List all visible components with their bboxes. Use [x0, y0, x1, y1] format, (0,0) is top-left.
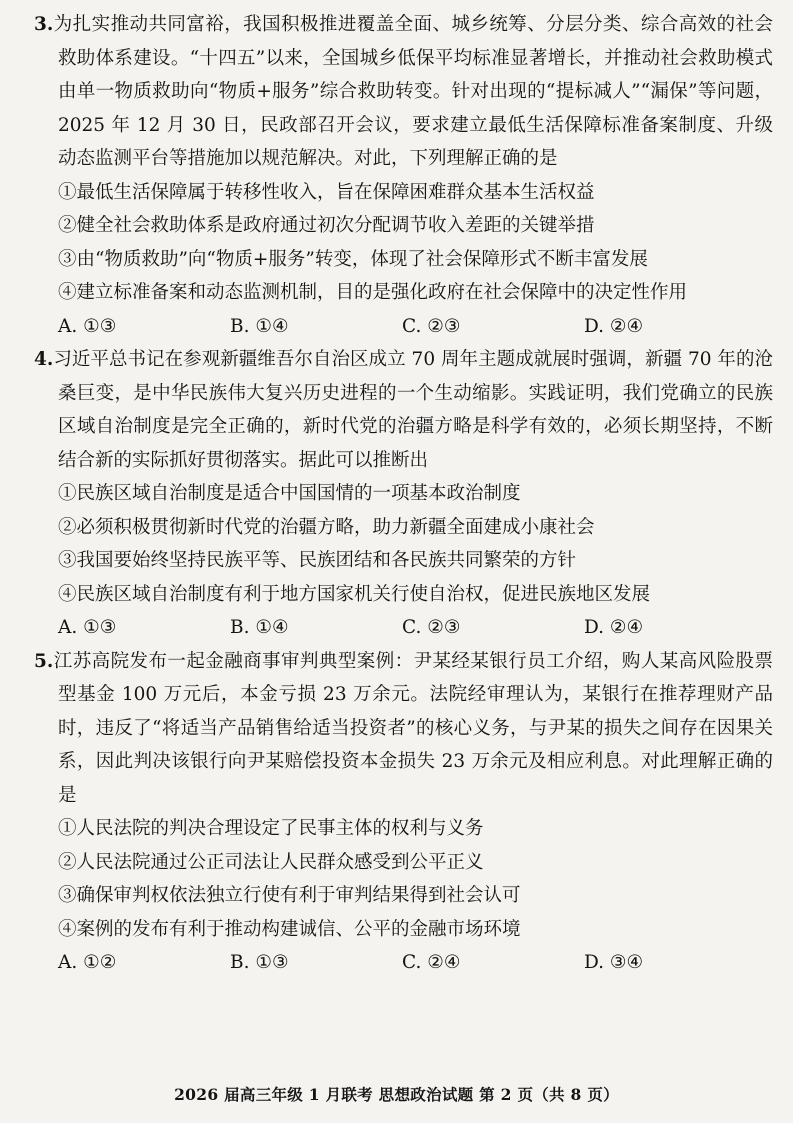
- question-5-choices: [34, 946, 773, 980]
- question-4-option-4: ④民族区域自治制度有利于地方国家机关行使自治权，促进民族地区发展: [58, 583, 651, 605]
- question-5-choice-a[interactable]: A. ①②: [58, 952, 117, 973]
- question-4-option-3: ③我国要始终坚持民族平等、民族团结和各民族共同繁荣的方针: [58, 550, 577, 571]
- question-5-choice-d[interactable]: D. ③④: [584, 952, 644, 973]
- question-3-option-4: ④建立标准备案和动态监测机制，目的是强化政府在社会保障中的决定性作用: [58, 282, 688, 303]
- page-footer: 2026 届高三年级 1 月联考 思想政治试题 第 2 页（共 8 页）: [174, 1085, 619, 1104]
- question-5-option-2: ②人民法院通过公正司法让人民群众感受到公平正义: [58, 851, 484, 873]
- question-4-stem-text: 习近平总书记在参观新疆维吾尔自治区成立 70 周年主题成就展时强调，新疆 70 年的沧桑巨变，是中华民族伟大复兴历史进程的一个生动缩影。实践证明，我们党确立的民族区域自治制度是完全正确的，新时代党的治疆方略是科学有效的，必须长期坚持，不断结合新的实际抓好贯彻落实。据此可以推断出: [53, 349, 773, 471]
- question-3-stem: [34, 8, 773, 176]
- question-4-option-1: ①民族区域自治制度是适合中国国情的一项基本政治制度: [58, 483, 521, 504]
- question-3-option-3: ③由“物质救助”向“物质+服务”转变，体现了社会保障形式不断丰富发展: [58, 248, 648, 270]
- question-3-number: 3.: [34, 14, 54, 35]
- question-4-choice-d[interactable]: D. ②④: [584, 617, 644, 638]
- question-3-option-2: ②健全社会救助体系是政府通过初次分配调节收入差距的关键举措: [58, 215, 595, 236]
- question-5-stem: [34, 645, 773, 813]
- question-5-choice-c[interactable]: C. ②④: [402, 952, 461, 973]
- question-5-stem-text: 江苏高院发布一起金融商事审判典型案例：尹某经某银行员工介绍，购人某高风险股票型基金 100 万元后，本金亏损 23 万余元。法院经审理认为，某银行在推荐理财产品时，违反了“将适当产品销售给适当投资者”的核心义务，与尹某的损失之间存在因果关系，因此判决该银行向尹某赔偿投资本金损失 23 万余元及相应利息。对此理解正确的是: [53, 650, 773, 806]
- question-3-stem-text: 为扎实推动共同富裕，我国积极推进覆盖全面、城乡统筹、分层分类、综合高效的社会救助体系建设。“十四五”以来，全国城乡低保平均标准显著增长，并推动社会救助模式由单一物质救助向“物质+服务”综合救助转变。针对出现的“提标减人”“漏保”等问题，2025 年 12 月 30 日，民政部召开会议，要求建立最低生活保障标准备案制度、升级动态监测平台等措施加以规范解决。对此，下列理解正确的是: [53, 14, 773, 169]
- question-4-choice-b[interactable]: B. ①④: [230, 617, 289, 638]
- question-4-choice-c[interactable]: C. ②③: [402, 617, 461, 638]
- question-3-option-1: ①最低生活保障属于转移性收入，旨在保障困难群众基本生活权益: [58, 181, 595, 203]
- question-3-choices: [34, 310, 773, 344]
- question-3-choice-d[interactable]: D. ②④: [584, 315, 644, 337]
- question-3: [34, 8, 773, 343]
- question-3-choice-a[interactable]: A. ①③: [58, 315, 117, 337]
- question-4-stem: [34, 343, 773, 477]
- question-4-choices: [34, 611, 773, 645]
- question-5-option-1: ①人民法院的判决合理设定了民事主体的权利与义务: [58, 818, 484, 839]
- question-3-choice-c[interactable]: C. ②③: [402, 315, 461, 337]
- question-4: [34, 343, 773, 645]
- question-5-option-4: ④案例的发布有利于推动构建诚信、公平的金融市场环境: [58, 918, 521, 940]
- question-3-choice-b[interactable]: B. ①④: [230, 315, 289, 337]
- question-4-number: 4.: [34, 349, 54, 370]
- question-5-option-3: ③确保审判权依法独立行使有利于审判结果得到社会认可: [58, 885, 521, 906]
- question-5-choice-b[interactable]: B. ①③: [230, 952, 289, 973]
- question-4-option-2: ②必须积极贯彻新时代党的治疆方略，助力新疆全面建成小康社会: [58, 516, 595, 538]
- question-4-choice-a[interactable]: A. ①③: [58, 617, 117, 638]
- question-5: [34, 645, 773, 980]
- question-5-number: 5.: [34, 650, 54, 672]
